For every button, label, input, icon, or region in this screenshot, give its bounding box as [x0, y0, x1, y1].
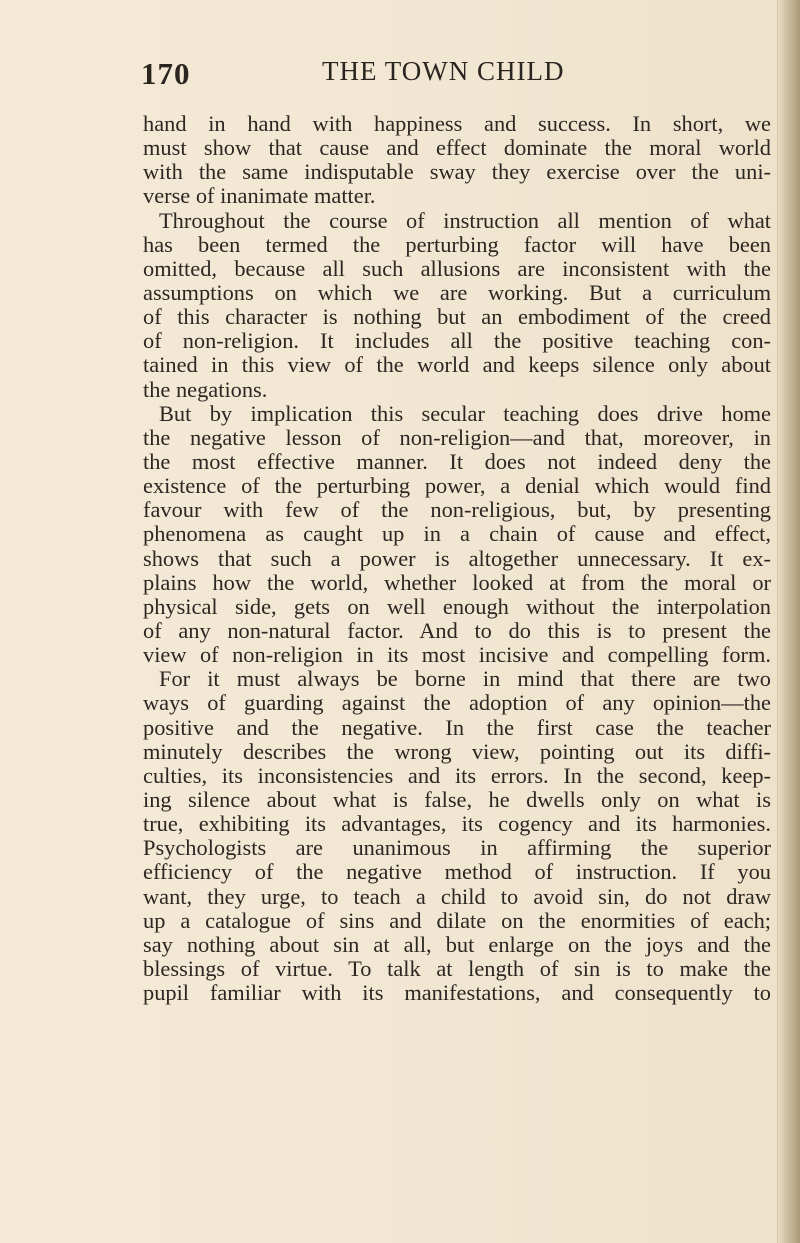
- text-line: positive and the negative. In the first case the teacher: [143, 714, 771, 740]
- text-line: ing silence about what is false, he dwells only on what is: [143, 786, 771, 812]
- text-line: Throughout the course of instruction all mention of what: [159, 207, 771, 233]
- text-line: the negative lesson of non-religion—and that, moreover, in: [143, 424, 771, 450]
- text-line: has been termed the perturbing factor will have been: [143, 231, 771, 257]
- text-line: verse of inanimate matter.: [143, 183, 376, 209]
- text-line: view of non-religion in its most incisive and compelling form.: [143, 642, 771, 668]
- text-line: of any non-natural factor. And to do this is to present the: [143, 617, 771, 643]
- running-head: [141, 56, 781, 96]
- text-line: hand in hand with happiness and success. In short, we: [143, 111, 771, 136]
- page-number: 170: [141, 56, 191, 91]
- running-title: THE TOWN CHILD: [322, 56, 565, 86]
- text-line: physical side, gets on well enough without the interpolation: [143, 593, 771, 619]
- text-line: shows that such a power is altogether unnecessary. It ex-: [143, 545, 771, 571]
- text-line: phenomena as caught up in a chain of cause and effect,: [143, 521, 771, 547]
- text-line: But by implication this secular teaching does drive home: [159, 400, 771, 426]
- text-line: up a catalogue of sins and dilate on the enormities of each;: [143, 907, 771, 933]
- text-line: culties, its inconsistencies and its errors. In the second, keep-: [143, 762, 771, 788]
- page-edge: [777, 0, 800, 1243]
- text-line: pupil familiar with its manifestations, and consequently to: [143, 980, 771, 1006]
- text-line: minutely describes the wrong view, pointing out its diffi-: [143, 738, 771, 764]
- text-line: the most effective manner. It does not indeed deny the: [143, 448, 771, 474]
- text-line: existence of the perturbing power, a denial which would find: [143, 473, 771, 499]
- text-line: tained in this view of the world and keeps silence only about: [143, 352, 771, 378]
- text-line: For it must always be borne in mind that there are two: [159, 666, 771, 692]
- text-line: say nothing about sin at all, but enlarge on the joys and the: [143, 931, 771, 957]
- text-line: Psychologists are unanimous in affirming the superior: [143, 835, 771, 861]
- text-line: of non-religion. It includes all the positive teaching con-: [143, 328, 771, 354]
- text-line: ways of guarding against the adoption of any opinion—the: [143, 690, 771, 716]
- text-line: favour with few of the non-religious, but, by presenting: [143, 497, 771, 523]
- body-text: [143, 112, 771, 1005]
- text-line: plains how the world, whether looked at from the moral or: [143, 569, 771, 595]
- text-line: the negations.: [143, 376, 268, 402]
- text-line: must show that cause and effect dominate the moral world: [143, 135, 771, 161]
- text-line: true, exhibiting its advantages, its cogency and its harmonies.: [143, 811, 771, 837]
- text-line: blessings of virtue. To talk at length of sin is to make the: [143, 955, 771, 981]
- text-line: with the same indisputable sway they exercise over the uni-: [143, 159, 771, 185]
- text-line: efficiency of the negative method of instruction. If you: [143, 859, 771, 885]
- text-line: assumptions on which we are working. But a curriculum: [143, 279, 771, 305]
- text-line: want, they urge, to teach a child to avoid sin, do not draw: [143, 883, 771, 909]
- text-line: of this character is nothing but an embodiment of the creed: [143, 304, 771, 330]
- text-line: omitted, because all such allusions are inconsistent with the: [143, 255, 771, 281]
